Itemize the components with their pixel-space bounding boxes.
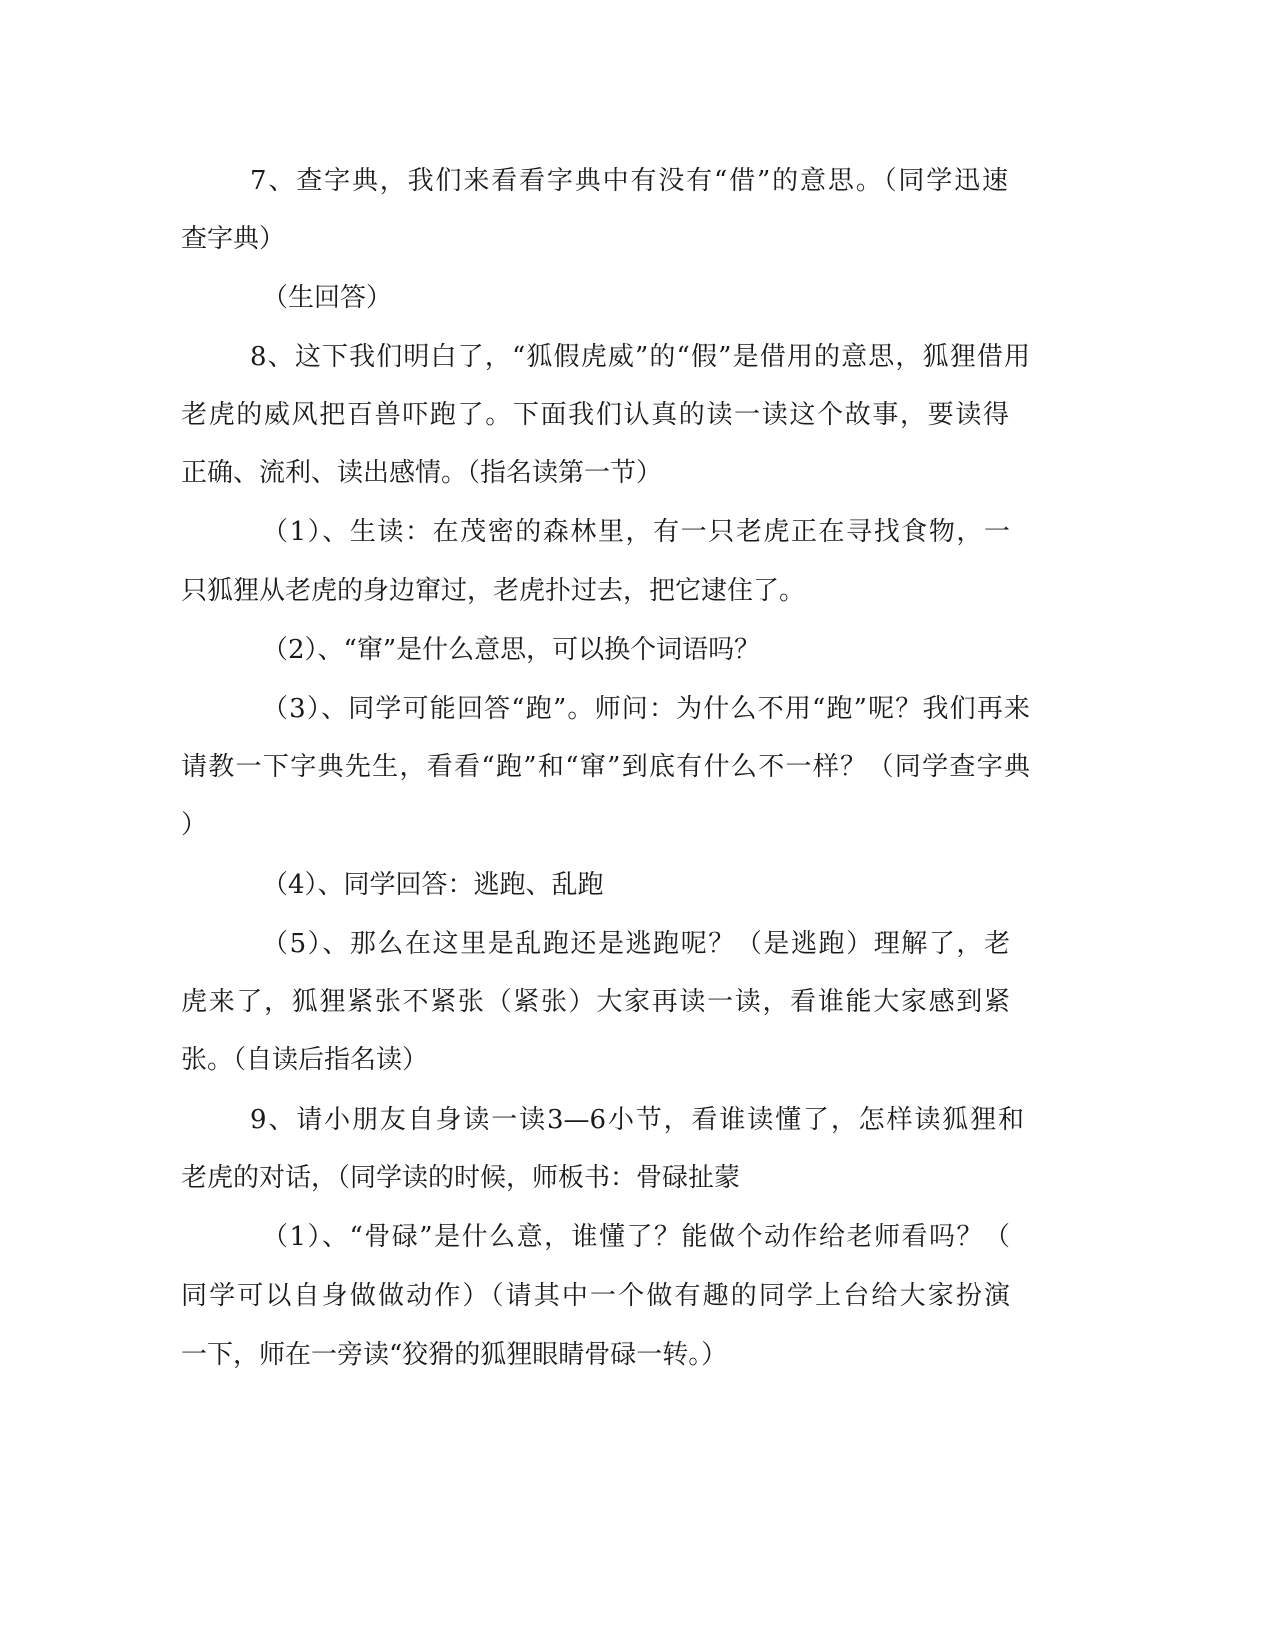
paragraph-7-line-2: 查字典）: [181, 224, 286, 254]
item-4-line: （4）、同学回答：逃跑、乱跑: [262, 870, 604, 900]
item-3-line-2: 请教一下字典先生，看看“跑”和“窜”到底有什么不一样？（同学查字典: [181, 752, 1030, 782]
paragraph-9-line-1: 9、请小朋友自身读一读3—6小节，看谁读懂了，怎样读狐狸和: [250, 1105, 1024, 1135]
paragraph-9-line-2: 老虎的对话，（同学读的时候，师板书：骨碌扯蒙: [181, 1163, 741, 1193]
item-9-1-line-1: （1）、“骨碌”是什么意，谁懂了？能做个动作给老师看吗？（: [262, 1222, 1010, 1252]
item-5-line-1: （5）、那么在这里是乱跑还是逃跑呢？（是逃跑）理解了，老: [262, 929, 1010, 959]
item-1-line-1: （1）、生读：在茂密的森林里，有一只老虎正在寻找食物，一: [262, 517, 1010, 547]
item-1-line-2: 只狐狸从老虎的身边窜过，老虎扑过去，把它逮住了。: [181, 576, 806, 606]
paragraph-8-line-3: 正确、流利、读出感情。（指名读第一节）: [181, 458, 663, 488]
paragraph-7-line-1: 7、查字典，我们来看看字典中有没有“借”的意思。（同学迅速: [250, 166, 1008, 196]
item-3-line-3: ）: [181, 810, 208, 840]
item-9-1-line-2: 同学可以自身做做动作）（请其中一个做有趣的同学上台给大家扮演: [181, 1281, 1010, 1311]
item-5-line-3: 张。（自读后指名读）: [181, 1045, 429, 1075]
paragraph-8-line-2: 老虎的威风把百兽吓跑了。下面我们认真的读一读这个故事，要读得: [181, 400, 1009, 430]
item-5-line-2: 虎来了，狐狸紧张不紧张（紧张）大家再读一读，看谁能大家感到紧: [181, 987, 1010, 1017]
student-answer-line: （生回答）: [262, 283, 393, 313]
item-9-1-line-3: 一下，师在一旁读“狡猾的狐狸眼睛骨碌一转。）: [181, 1340, 728, 1370]
paragraph-8-line-1: 8、这下我们明白了，“狐假虎威”的“假”是借用的意思，狐狸借用: [250, 342, 1030, 372]
item-3-line-1: （3）、同学可能回答“跑”。师问：为什么不用“跑”呢？我们再来: [262, 694, 1030, 724]
item-2-line: （2）、“窜”是什么意思，可以换个词语吗？: [262, 635, 761, 665]
